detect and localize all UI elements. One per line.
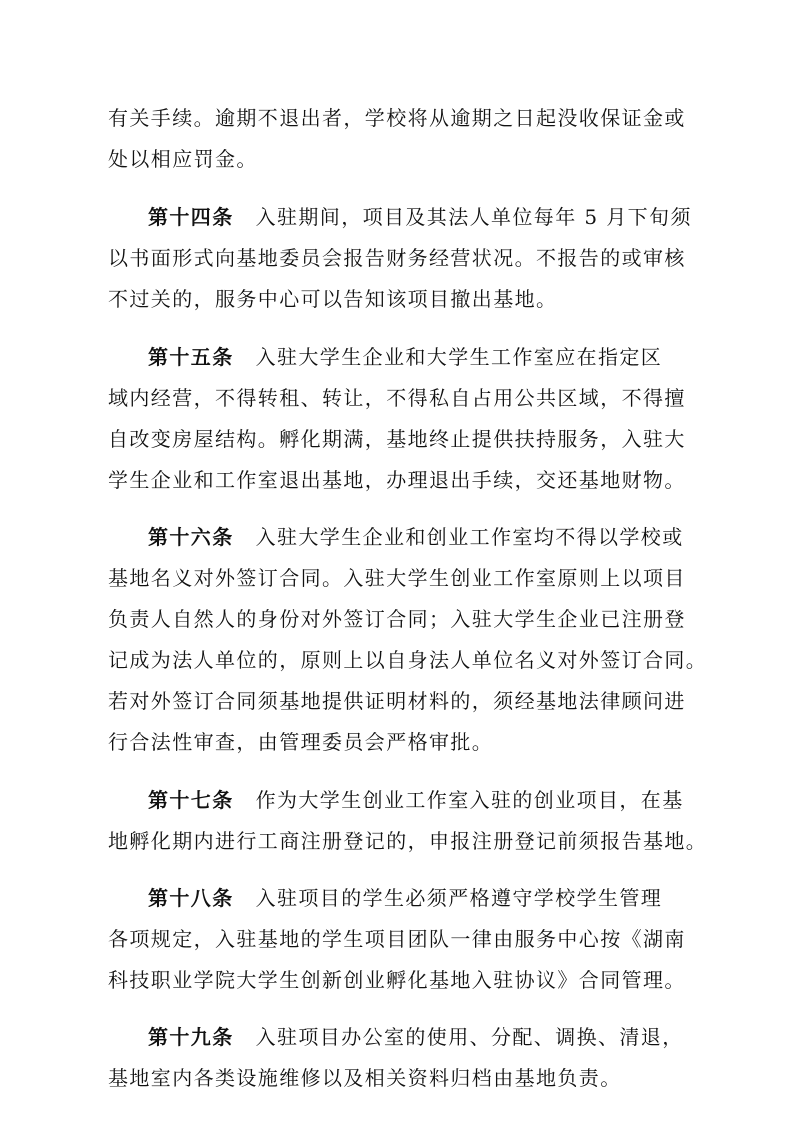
line-text: 基地室内各类设施维修以及相关资料归档由基地负责。	[108, 1066, 622, 1090]
line-text: 各项规定，入驻基地的学生项目团队一律由服务中心按《湖南	[108, 927, 686, 951]
text-line	[0, 384, 793, 412]
article-number: 第十七条	[148, 788, 234, 812]
text-line	[0, 925, 793, 953]
line-text: 地孵化期内进行工商注册登记的，申报注册登记前须报告基地。	[108, 829, 708, 853]
text-line	[0, 687, 793, 715]
line-text: 若对外签订合同须基地提供证明材料的，须经基地法律顾问进	[108, 689, 686, 713]
article-first-line	[0, 1023, 793, 1051]
text-line	[0, 728, 793, 756]
line-text: 域内经营，不得转租、转让，不得私自占用公共区域，不得擅	[108, 386, 686, 410]
text-line	[0, 425, 793, 453]
line-text: 以书面形式向基地委员会报告财务经营状况。不报告的或审核	[108, 246, 686, 270]
line-text: 记成为法人单位的，原则上以自身法人单位名义对外签订合同。	[108, 648, 708, 672]
text-line	[0, 466, 793, 494]
text-line	[0, 564, 793, 592]
article-first-line	[0, 523, 793, 551]
line-text: 基地名义对外签订合同。入驻大学生创业工作室原则上以项目	[108, 566, 686, 590]
line-text: 不过关的，服务中心可以告知该项目撤出基地。	[108, 287, 558, 311]
article-first-line	[0, 343, 793, 371]
line-text: 入驻大学生企业和大学生工作室应在指定区	[255, 345, 663, 369]
article-number: 第十八条	[148, 886, 234, 910]
text-line	[0, 285, 793, 313]
text-line	[0, 104, 793, 132]
line-text: 负责人自然人的身份对外签订合同；入驻大学生企业已注册登	[108, 607, 686, 631]
text-line	[0, 1064, 793, 1092]
text-line	[0, 145, 793, 173]
article-number: 第十六条	[148, 525, 234, 549]
line-text: 处以相应罚金。	[108, 147, 258, 171]
text-line	[0, 646, 793, 674]
line-text: 学生企业和工作室退出基地，办理退出手续，交还基地财物。	[108, 468, 686, 492]
article-number: 第十四条	[148, 205, 234, 229]
line-text: 科技职业学院大学生创新创业孵化基地入驻协议》合同管理。	[108, 968, 686, 992]
article-number: 第十五条	[148, 345, 234, 369]
line-text: 自改变房屋结构。孵化期满，基地终止提供扶持服务，入驻大	[108, 427, 686, 451]
text-line	[0, 827, 793, 855]
article-number: 第十九条	[148, 1025, 234, 1049]
line-text: 入驻大学生企业和创业工作室均不得以学校或	[255, 525, 684, 549]
line-text: 作为大学生创业工作室入驻的创业项目，在基	[255, 788, 684, 812]
line-text: 入驻项目的学生必须严格遵守学校学生管理	[255, 886, 663, 910]
article-first-line	[0, 203, 793, 231]
article-first-line	[0, 884, 793, 912]
text-line	[0, 244, 793, 272]
line-text: 行合法性审查，由管理委员会严格审批。	[108, 730, 494, 754]
text-line	[0, 605, 793, 633]
line-text: 入驻期间，项目及其法人单位每年 5 月下旬须	[255, 205, 692, 229]
line-text: 有关手续。逾期不退出者，学校将从逾期之日起没收保证金或	[108, 106, 686, 130]
article-first-line	[0, 786, 793, 814]
line-text: 入驻项目办公室的使用、分配、调换、清退，	[255, 1025, 684, 1049]
text-line	[0, 966, 793, 994]
